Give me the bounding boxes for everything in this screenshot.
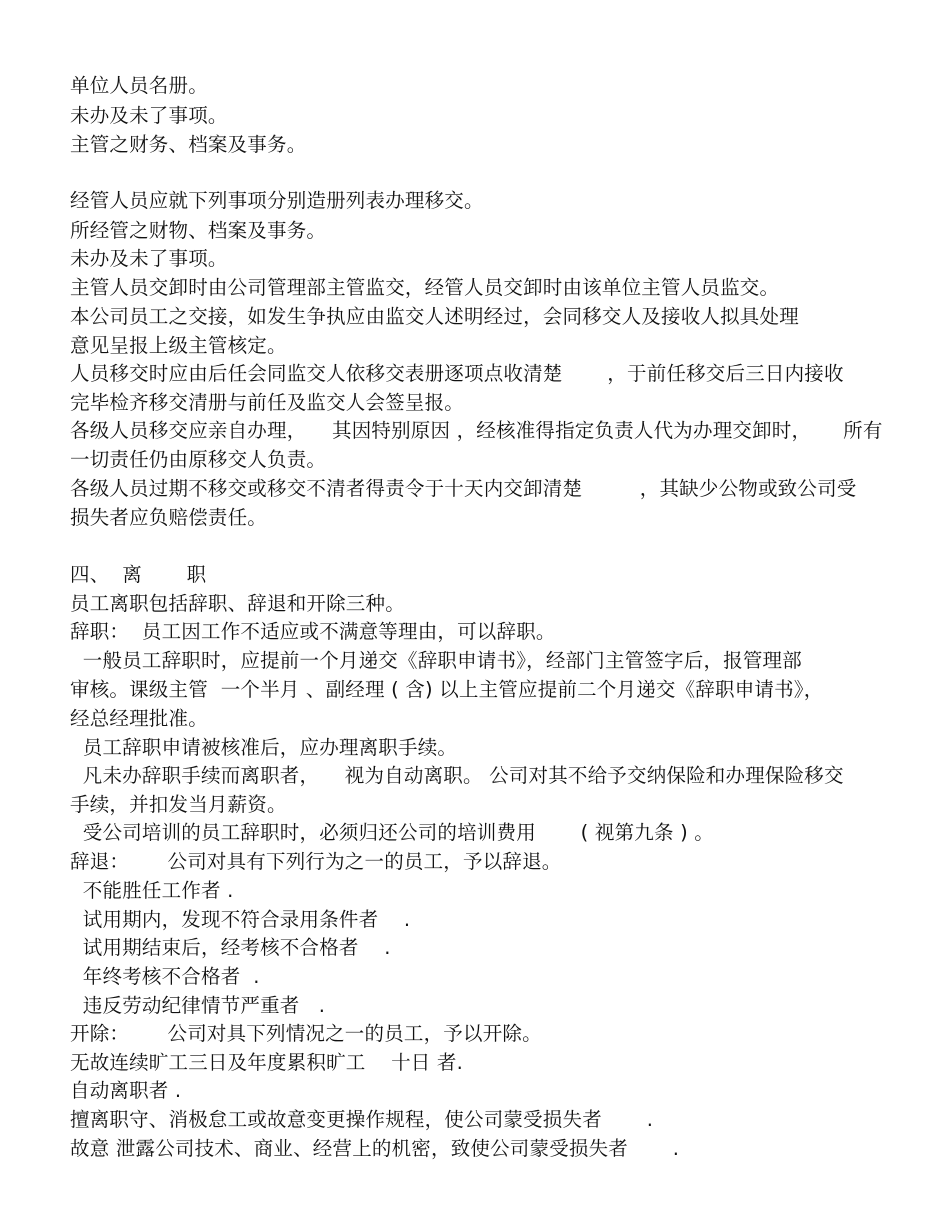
text-line: 损失者应负赔偿责任。 bbox=[70, 506, 268, 529]
text-line: 员工离职包括辞职、辞退和开除三种。 bbox=[70, 592, 405, 615]
text-line: 受公司培训的员工辞职时，必须归还公司的培训费用 ( 视第九条 ) 。 bbox=[70, 821, 714, 844]
text-line: 完毕检齐移交清册与前任及监交人会签呈报。 bbox=[70, 391, 465, 414]
text-line: 主管人员交卸时由公司管理部主管监交，经管人员交卸时由该单位主管人员监交。 bbox=[70, 276, 780, 299]
text-line: 经总经理批准。 bbox=[70, 707, 208, 730]
text-line: 主管之财务、档案及事务。 bbox=[70, 133, 307, 156]
text-line: 一切责任仍由原移交人负责。 bbox=[70, 448, 327, 471]
text-line: 辞职： 员工因工作不适应或不满意等理由，可以辞职。 bbox=[70, 620, 556, 643]
text-line: 各级人员过期不移交或移交不清者得责令于十天内交卸清楚 ，其缺少公物或致公司受 bbox=[70, 477, 857, 500]
text-line: 凡未办辞职手续而离职者， 视为自动离职。 公司对其不给予交纳保险和办理保险移交 bbox=[70, 764, 844, 787]
text-line: 试用期结束后，经考核不合格者 . bbox=[70, 936, 391, 959]
text-line: 无故连续旷工三日及年度累积旷工 十日 者. bbox=[70, 1051, 463, 1074]
text-line: 擅离职守、消极怠工或故意变更操作规程，使公司蒙受损失者 . bbox=[70, 1108, 654, 1131]
text-line: 年终考核不合格者 . bbox=[70, 965, 260, 988]
text-line: 故意 泄露公司技术、商业、经营上的机密，致使公司蒙受损失者 . bbox=[70, 1137, 680, 1160]
text-line: 所经管之财物、档案及事务。 bbox=[70, 219, 327, 242]
text-line: 本公司员工之交接，如发生争执应由监交人述明经过，会同移交人及接收人拟具处理 bbox=[70, 305, 799, 328]
text-line: 员工辞职申请被核准后，应办理离职手续。 bbox=[70, 736, 458, 759]
text-line: 经管人员应就下列事项分别造册列表办理移交。 bbox=[70, 189, 484, 212]
text-line: 各级人员移交应亲自办理， 其因特别原因 ，经核准得指定负责人代为办理交卸时， 所有 bbox=[70, 419, 883, 442]
text-line: 自动离职者 . bbox=[70, 1079, 182, 1102]
text-line: 开除： 公司对具下列情况之一的员工，予以开除。 bbox=[70, 1022, 542, 1045]
text-line: 未办及未了事项。 bbox=[70, 104, 228, 127]
text-line: 违反劳动纪律情节严重者 . bbox=[70, 994, 326, 1017]
text-line: 不能胜任工作者 . bbox=[70, 879, 234, 902]
text-line: 一般员工辞职时，应提前一个月递交《辞职申请书》，经部门主管签字后，报管理部 bbox=[70, 649, 802, 672]
text-line: 试用期内，发现不符合录用条件者 . bbox=[70, 908, 411, 931]
text-line: 未办及未了事项。 bbox=[70, 247, 228, 270]
text-line: 人员移交时应由后任会同监交人依移交表册逐项点收清楚 ，于前任移交后三日内接收 bbox=[70, 362, 844, 385]
text-line: 意见呈报上级主管核定。 bbox=[70, 334, 287, 357]
text-line: 手续，并扣发当月薪资。 bbox=[70, 793, 287, 816]
text-line: 辞退： 公司对具有下列行为之一的员工，予以辞退。 bbox=[70, 850, 562, 873]
section-heading: 四、 离 职 bbox=[70, 563, 207, 586]
text-line: 单位人员名册。 bbox=[70, 74, 208, 97]
text-line: 审核。课级主管 一个半月 、副经理 ( 含) 以上主管应提前二个月递交《辞职申请书》， bbox=[70, 678, 824, 701]
